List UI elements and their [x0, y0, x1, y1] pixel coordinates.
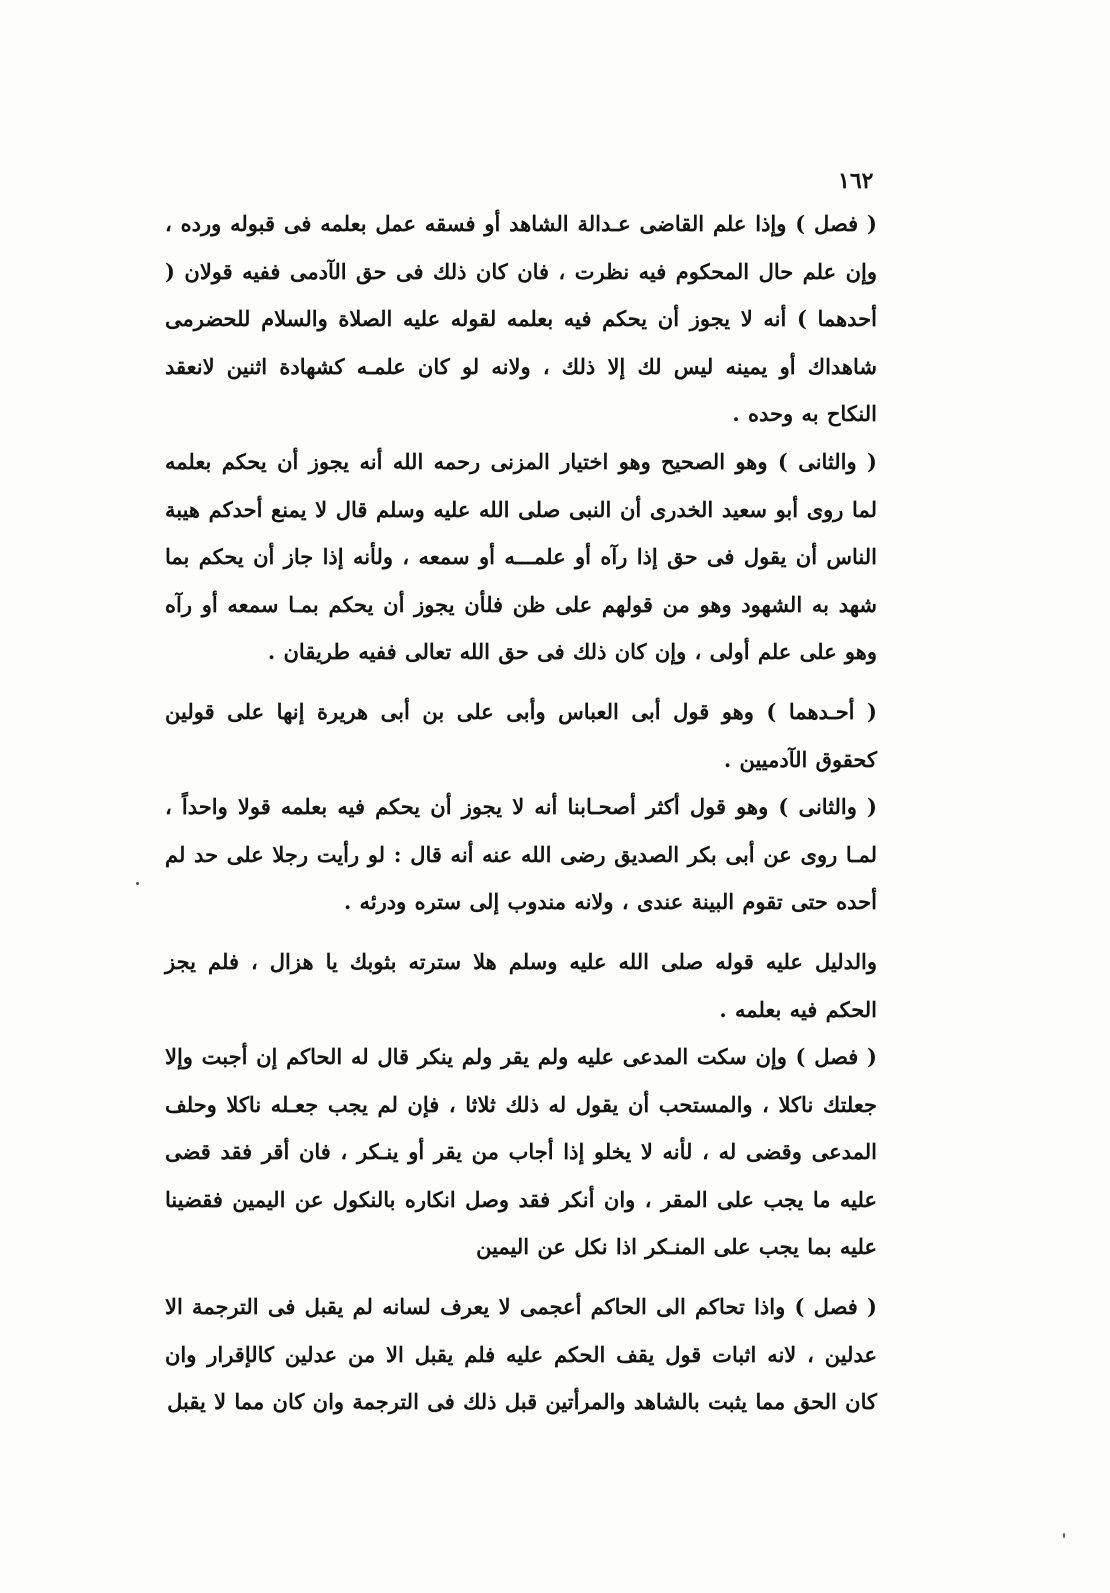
paragraph	[165, 1283, 877, 1426]
paragraph	[165, 438, 877, 676]
section-heading: ( فصل )	[795, 1044, 877, 1070]
paragraph-text: وإن سكت المدعى عليه ولم يقر ولم ينكر قال له الحاكم إن أجبت وإلا جعلتك ناكلا ، والمستحب أن يقول له ذلك ثلاثا ، فإن لم يجب جعـله ناكلا وحلف المدعى وقضى له ، لأنه لا يخلو إذا أجاب من يقر أو ينـكر ، فان أقر فقد قضى عليه ما يجب على المقر ، وان أنكر فقد وصل انكاره بالنكول عن اليمين فقضينا عليه بما يجب على المنـكر اذا نكل عن اليمين	[165, 1044, 877, 1260]
paragraph-text: وإذا علم القاضى عـدالة الشاهد أو فسقه عمل بعلمه فى قبوله ورده ، وإن علم حال المحكوم فيه نظرت ، فان كان ذلك فى حق الآدمى ففيه قولان ( أحدهما ) أنه لا يجوز أن يحكم فيه بعلمه لقوله عليه الصلاة والسلام للحضرمى شاهداك أو يمينه ليس لك إلا ذلك ، ولانه لو كان علمـه كشهادة اثنين لانعقد النكاح به وحده .	[165, 211, 877, 427]
section-heading: ( فصل )	[794, 1294, 877, 1320]
paragraph	[165, 688, 877, 783]
paragraph	[165, 783, 877, 926]
paragraph	[165, 1033, 877, 1271]
paper-speck	[136, 882, 139, 885]
section-heading: ( فصل )	[795, 211, 877, 236]
paragraph	[165, 200, 877, 438]
paragraph-text: والدليل عليه قوله صلى الله عليه وسلم هلا سترته بثوبك يا هزال ، فلم يجز الحكم فيه بعلمه .	[165, 948, 877, 1022]
paragraph	[165, 938, 877, 1033]
paragraph-text: ( أحـدهما ) وهو قول أبى العباس وأبى على بن أبى هريرة إنها على قولين كحقوق الآدميين .	[165, 698, 877, 772]
paragraph-text: ( والثانى ) وهو قول أكثر أصحـابنا أنه لا يجوز أن يحكم فيه بعلمه قولا واحداً ، لمـا روى عن أبى بكر الصديق رضى الله عنه أنه قال : لو رأيت رجلا على حد لم أحده حتى تقوم البينة عندى ، ولانه مندوب إلى ستره ودرئه .	[165, 794, 877, 915]
body-text	[165, 200, 877, 1426]
paragraph-text: ( والثانى ) وهو الصحيح وهو اختيار المزنى رحمه الله أنه يجوز أن يحكم بعلمه لما روى أبو سعيد الخدرى أن النبى صلى الله عليه وسلم قال لا يمنع أحدكم هيبة الناس أن يقول فى حق إذا رآه أو علمـــه أو سمعه ، ولأنه إذا جاز أن يحكم بما شهد به الشهود وهو من قولهم على ظن فلأن يجوز أن يحكم بمـا سمعه أو رآه وهو على علم أولى ، وإن كان ذلك فى حق الله تعالى ففيه طريقان .	[165, 448, 877, 665]
paragraph-text: واذا تحاكم الى الحاكم أعجمى لا يعرف لسانه لم يقبل فى الترجمة الا عدلين ، لانه اثبات قول يقف الحكم عليه فلم يقبل الا من عدلين كالإقرار وان كان الحق مما يثبت بالشاهد والمرأتين قبل ذلك فى الترجمة وان كان مما لا يقبل	[165, 1294, 877, 1415]
paper-speck	[1063, 1533, 1065, 1538]
page-number: ١٦٢	[838, 168, 874, 194]
